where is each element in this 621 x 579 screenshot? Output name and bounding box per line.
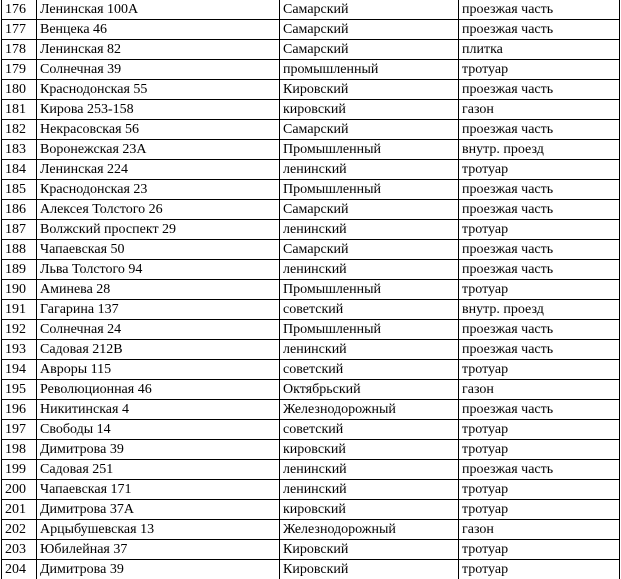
surface-type-cell[interactable]: проезжая часть	[459, 400, 620, 420]
district-cell[interactable]: Самарский	[280, 120, 459, 140]
address-cell[interactable]: Венцека 46	[37, 20, 280, 40]
table-row	[2, 180, 620, 200]
surface-type-cell[interactable]: тротуар	[459, 60, 620, 80]
address-cell[interactable]: Воронежская 23А	[37, 140, 280, 160]
row-number-cell[interactable]: 195	[2, 380, 37, 400]
table-row	[2, 0, 620, 20]
address-cell[interactable]: Ленинская 100А	[37, 0, 280, 20]
surface-type-cell[interactable]: проезжая часть	[459, 80, 620, 100]
table-row	[2, 20, 620, 40]
district-cell[interactable]: Октябрьский	[280, 380, 459, 400]
table-row	[2, 300, 620, 320]
table-row	[2, 100, 620, 120]
district-cell[interactable]: промышленный	[280, 60, 459, 80]
row-number-cell[interactable]: 190	[2, 280, 37, 300]
address-cell[interactable]: Волжский проспект 29	[37, 220, 280, 240]
surface-type-cell[interactable]: проезжая часть	[459, 120, 620, 140]
surface-type-cell[interactable]: тротуар	[459, 420, 620, 440]
address-cell[interactable]: Димитрова 39	[37, 440, 280, 460]
surface-type-cell[interactable]: проезжая часть	[459, 320, 620, 340]
row-number-cell[interactable]: 192	[2, 320, 37, 340]
surface-type-cell[interactable]: тротуар	[459, 160, 620, 180]
district-cell[interactable]: Промышленный	[280, 180, 459, 200]
table-row	[2, 380, 620, 400]
address-cell[interactable]: Аминева 28	[37, 280, 280, 300]
district-cell[interactable]: ленинский	[280, 460, 459, 480]
data-table	[1, 0, 620, 579]
district-cell[interactable]: Железнодорожный	[280, 520, 459, 540]
row-number-cell[interactable]: 194	[2, 360, 37, 380]
row-number-cell[interactable]: 202	[2, 520, 37, 540]
table-row	[2, 200, 620, 220]
address-cell[interactable]: Гагарина 137	[37, 300, 280, 320]
row-number-cell[interactable]: 178	[2, 40, 37, 60]
row-number-cell[interactable]: 187	[2, 220, 37, 240]
table-body	[2, 0, 620, 579]
table-row	[2, 60, 620, 80]
surface-type-cell[interactable]: проезжая часть	[459, 180, 620, 200]
table-row	[2, 520, 620, 540]
row-number-cell[interactable]: 183	[2, 140, 37, 160]
surface-type-cell[interactable]: внутр. проезд	[459, 300, 620, 320]
table-row	[2, 360, 620, 380]
row-number-cell[interactable]: 204	[2, 560, 37, 579]
row-number-cell[interactable]: 176	[2, 0, 37, 20]
surface-type-cell[interactable]: тротуар	[459, 440, 620, 460]
address-cell[interactable]: Чапаевская 50	[37, 240, 280, 260]
address-cell[interactable]: Чапаевская 171	[37, 480, 280, 500]
table-row	[2, 120, 620, 140]
table-row	[2, 40, 620, 60]
district-cell[interactable]: Самарский	[280, 200, 459, 220]
table-row	[2, 560, 620, 579]
surface-type-cell[interactable]: тротуар	[459, 280, 620, 300]
table-row	[2, 440, 620, 460]
district-cell[interactable]: кировский	[280, 100, 459, 120]
table-row	[2, 240, 620, 260]
address-cell[interactable]: Краснодонская 23	[37, 180, 280, 200]
row-number-cell[interactable]: 198	[2, 440, 37, 460]
district-cell[interactable]: советский	[280, 300, 459, 320]
row-number-cell[interactable]: 182	[2, 120, 37, 140]
table-row	[2, 140, 620, 160]
district-cell[interactable]: советский	[280, 360, 459, 380]
table-row	[2, 320, 620, 340]
row-number-cell[interactable]: 203	[2, 540, 37, 560]
row-number-cell[interactable]: 179	[2, 60, 37, 80]
table-row	[2, 220, 620, 240]
surface-type-cell[interactable]: тротуар	[459, 560, 620, 579]
surface-type-cell[interactable]: проезжая часть	[459, 240, 620, 260]
row-number-cell[interactable]: 200	[2, 480, 37, 500]
surface-type-cell[interactable]: проезжая часть	[459, 460, 620, 480]
district-cell[interactable]: Железнодорожный	[280, 400, 459, 420]
district-cell[interactable]: Кировский	[280, 80, 459, 100]
address-cell[interactable]: Некрасовская 56	[37, 120, 280, 140]
row-number-cell[interactable]: 196	[2, 400, 37, 420]
address-cell[interactable]: Юбилейная 37	[37, 540, 280, 560]
district-cell[interactable]: Промышленный	[280, 140, 459, 160]
surface-type-cell[interactable]: тротуар	[459, 360, 620, 380]
address-cell[interactable]: Свободы 14	[37, 420, 280, 440]
surface-type-cell[interactable]: тротуар	[459, 500, 620, 520]
surface-type-cell[interactable]: проезжая часть	[459, 0, 620, 20]
surface-type-cell[interactable]: проезжая часть	[459, 260, 620, 280]
row-number-cell[interactable]: 193	[2, 340, 37, 360]
row-number-cell[interactable]: 177	[2, 20, 37, 40]
surface-type-cell[interactable]: проезжая часть	[459, 20, 620, 40]
surface-type-cell[interactable]: тротуар	[459, 540, 620, 560]
surface-type-cell[interactable]: проезжая часть	[459, 200, 620, 220]
address-cell[interactable]: Никитинская 4	[37, 400, 280, 420]
address-cell[interactable]: Солнечная 24	[37, 320, 280, 340]
surface-type-cell[interactable]: проезжая часть	[459, 340, 620, 360]
district-cell[interactable]: Самарский	[280, 0, 459, 20]
table-row	[2, 500, 620, 520]
surface-type-cell[interactable]: газон	[459, 520, 620, 540]
address-cell[interactable]: Авроры 115	[37, 360, 280, 380]
row-number-cell[interactable]: 197	[2, 420, 37, 440]
district-cell[interactable]: Промышленный	[280, 280, 459, 300]
district-cell[interactable]: ленинский	[280, 480, 459, 500]
district-cell[interactable]: ленинский	[280, 340, 459, 360]
row-number-cell[interactable]: 191	[2, 300, 37, 320]
address-cell[interactable]: Садовая 212В	[37, 340, 280, 360]
district-cell[interactable]: ленинский	[280, 260, 459, 280]
row-number-cell[interactable]: 188	[2, 240, 37, 260]
row-number-cell[interactable]: 186	[2, 200, 37, 220]
district-cell[interactable]: Самарский	[280, 40, 459, 60]
surface-type-cell[interactable]: тротуар	[459, 220, 620, 240]
surface-type-cell[interactable]: газон	[459, 380, 620, 400]
district-cell[interactable]: Самарский	[280, 20, 459, 40]
surface-type-cell[interactable]: внутр. проезд	[459, 140, 620, 160]
table-row	[2, 420, 620, 440]
address-cell[interactable]: Димитрова 37А	[37, 500, 280, 520]
district-cell[interactable]: Промышленный	[280, 320, 459, 340]
surface-type-cell[interactable]: плитка	[459, 40, 620, 60]
table-row	[2, 460, 620, 480]
table-row	[2, 260, 620, 280]
address-cell[interactable]: Льва Толстого 94	[37, 260, 280, 280]
table-row	[2, 340, 620, 360]
district-cell[interactable]: Самарский	[280, 240, 459, 260]
address-cell[interactable]: Садовая 251	[37, 460, 280, 480]
address-cell[interactable]: Ленинская 224	[37, 160, 280, 180]
row-number-cell[interactable]: 189	[2, 260, 37, 280]
address-cell[interactable]: Кирова 253-158	[37, 100, 280, 120]
address-cell[interactable]: Революционная 46	[37, 380, 280, 400]
row-number-cell[interactable]: 201	[2, 500, 37, 520]
table-row	[2, 400, 620, 420]
table-row	[2, 480, 620, 500]
row-number-cell[interactable]: 180	[2, 80, 37, 100]
address-cell[interactable]: Димитрова 39	[37, 560, 280, 579]
row-number-cell[interactable]: 181	[2, 100, 37, 120]
address-cell[interactable]: Краснодонская 55	[37, 80, 280, 100]
district-cell[interactable]: Кировский	[280, 560, 459, 579]
district-cell[interactable]: ленинский	[280, 220, 459, 240]
table-row	[2, 540, 620, 560]
surface-type-cell[interactable]: газон	[459, 100, 620, 120]
surface-type-cell[interactable]: тротуар	[459, 480, 620, 500]
district-cell[interactable]: ленинский	[280, 160, 459, 180]
table-row	[2, 160, 620, 180]
row-number-cell[interactable]: 185	[2, 180, 37, 200]
district-cell[interactable]: кировский	[280, 440, 459, 460]
table-row	[2, 80, 620, 100]
address-cell[interactable]: Алексея Толстого 26	[37, 200, 280, 220]
district-cell[interactable]: Кировский	[280, 540, 459, 560]
address-cell[interactable]: Ленинская 82	[37, 40, 280, 60]
district-cell[interactable]: кировский	[280, 500, 459, 520]
row-number-cell[interactable]: 199	[2, 460, 37, 480]
address-cell[interactable]: Солнечная 39	[37, 60, 280, 80]
row-number-cell[interactable]: 184	[2, 160, 37, 180]
table-row	[2, 280, 620, 300]
address-cell[interactable]: Арцыбушевская 13	[37, 520, 280, 540]
district-cell[interactable]: советский	[280, 420, 459, 440]
